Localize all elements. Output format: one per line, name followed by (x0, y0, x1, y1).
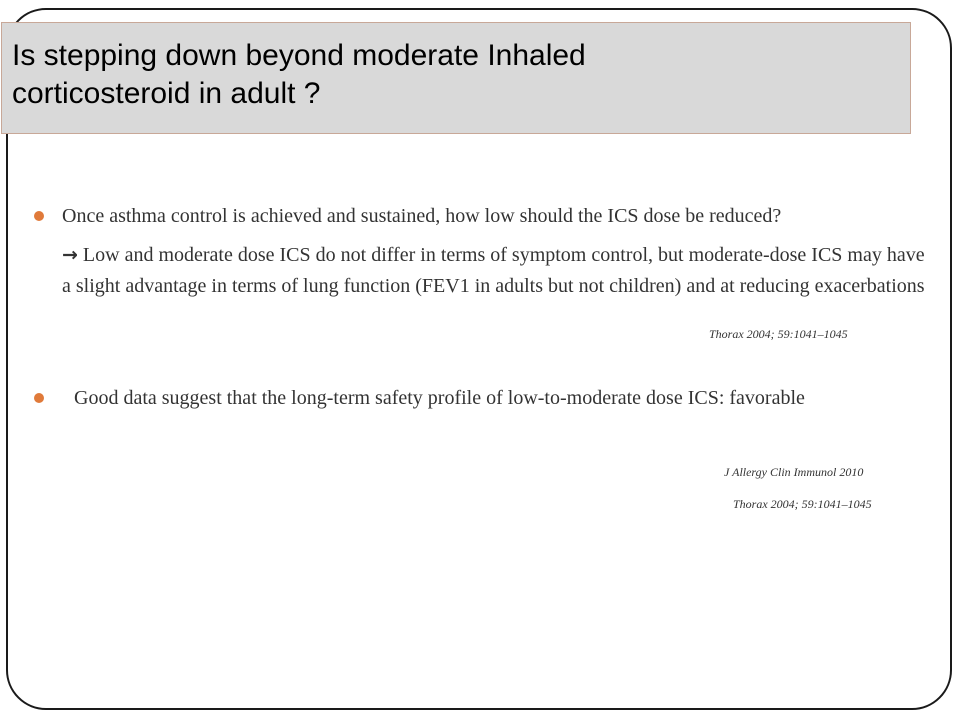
slide-title (12, 37, 900, 113)
bullet-1-question: Once asthma control is achieved and sustained, how low should the ICS dose be reduced? (62, 205, 782, 227)
bullet-1-answer (62, 240, 930, 302)
title-line-1: Is stepping down beyond moderate Inhaled (12, 39, 586, 72)
citation-thorax-1: Thorax 2004; 59:1041–1045 (709, 327, 848, 341)
title-banner (1, 22, 911, 134)
title-line-2: corticosteroid in adult ? (12, 77, 321, 110)
bullet-2-marker (34, 393, 44, 403)
citation-jaci: J Allergy Clin Immunol 2010 (724, 465, 864, 479)
bullet-2-text: Good data suggest that the long-term safety profile of low-to-moderate dose ICS: favorable (74, 387, 805, 409)
arrow-right-icon: → (62, 244, 78, 266)
citation-thorax-2: Thorax 2004; 59:1041–1045 (733, 497, 872, 511)
bullet-1-marker (34, 211, 44, 221)
bullet-1-answer-text: Low and moderate dose ICS do not differ in terms of symptom control, but moderate-dose ICS may have a slight advantage in terms of lung function (FEV1 in adults but not children) and at reducing exacerbations (62, 244, 925, 297)
